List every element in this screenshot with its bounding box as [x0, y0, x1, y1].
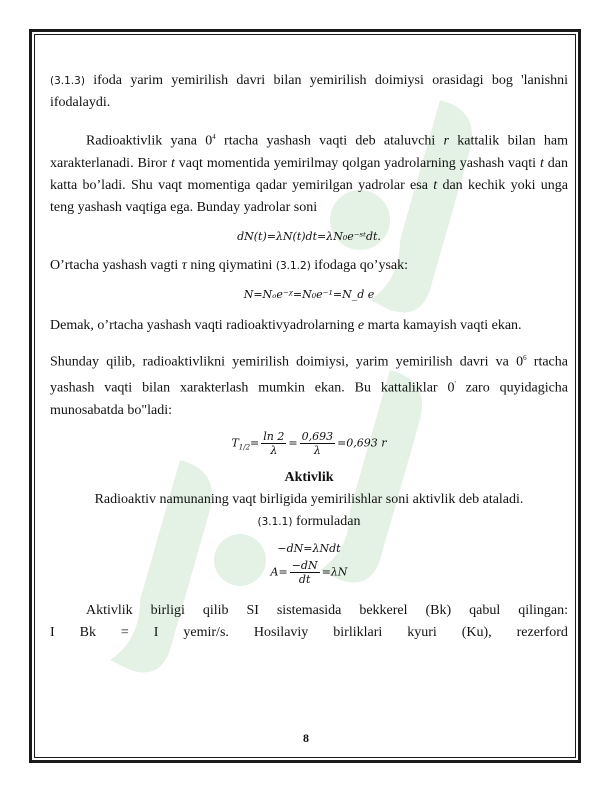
paragraph-3: O’rtacha yashash vagti τ ning qiymatini (3.1.2) ifodaga qo’ysak: [50, 257, 408, 273]
fraction-dn-dt: $\frac{-dN}{dt}$ [291, 558, 318, 586]
formula-half-life: $T_{1/2}=$ $\frac{\ln 2}{\lambda}$ = $\frac{0,693}{\lambda}$ =0,693 r [231, 429, 387, 457]
fraction-0693: $\frac{0,693}{\lambda}$ [301, 429, 334, 457]
paragraph-2: Radioaktivlik yana $0^4$ rtacha yashash vaqti deb ataluvchi r kattalik bilan ham xarakterlanadi. Biror t vaqt momentida yemirilmay qolgan yadrolarning yashash vaqti t dan katta bo’ladi. Shu vaqt momentiga qadar yemirilgan yadrolar esa t dan kechik yoki unga teng yashash vaqtiga ega. Bunday yadrolar soni [50, 133, 568, 215]
text-line-units-2: I Bk = I yemir/s. Hosilaviy birliklari kyuri (Ku), rezerford [50, 624, 568, 640]
formula-activity-2: A= $\frac{-dN}{dt}$ =λN [270, 558, 348, 586]
equation-ref: (3.1.3) [50, 75, 85, 87]
page-number: 8 [303, 731, 309, 745]
formula-n: N=Nₒe⁻ᵡ=N₀e⁻¹=N_d e [243, 287, 375, 301]
fraction-ln2: $\frac{\ln 2}{\lambda}$ [263, 429, 285, 457]
page-content [50, 62, 568, 644]
paragraph-5: Shunday qilib, radioaktivlikni yemirilish doimiysi, yarim yemirilish davri va $0^6$ rtacha yashash vaqti bilan xarakterlash mumkin ekan. Bu kattaliklar 0' zaro quyidagicha munosabatda bo"ladi: [50, 353, 569, 418]
section-heading: Aktivlik [284, 469, 334, 485]
paragraph-7: (3.1.1) formuladan [257, 513, 361, 529]
paragraph-4: Demak, o’rtacha yashash vaqti radioaktivyadrolarning e marta kamayish vaqti ekan. [50, 317, 522, 333]
text-line-units-1: Aktivlik birligi qilib SI sistemasida bekkerel (Bk) qabul qilingan: [86, 602, 568, 618]
formula-activity-1: −dN=λNdt [277, 541, 341, 555]
paragraph-6: Radioaktiv namunaning vaqt birligida yemirilishlar soni aktivlik deb ataladi. [94, 491, 524, 507]
formula-dn: dN(t)=λN(t)dt=λN₀e⁻ˢᵗdt. [237, 229, 381, 243]
paragraph-1: (3.1.3) ifoda yarim yemirilish davri bilan yemirilish doimiysi orasidagi bog 'lanishni ifodalaydi. [50, 73, 568, 110]
